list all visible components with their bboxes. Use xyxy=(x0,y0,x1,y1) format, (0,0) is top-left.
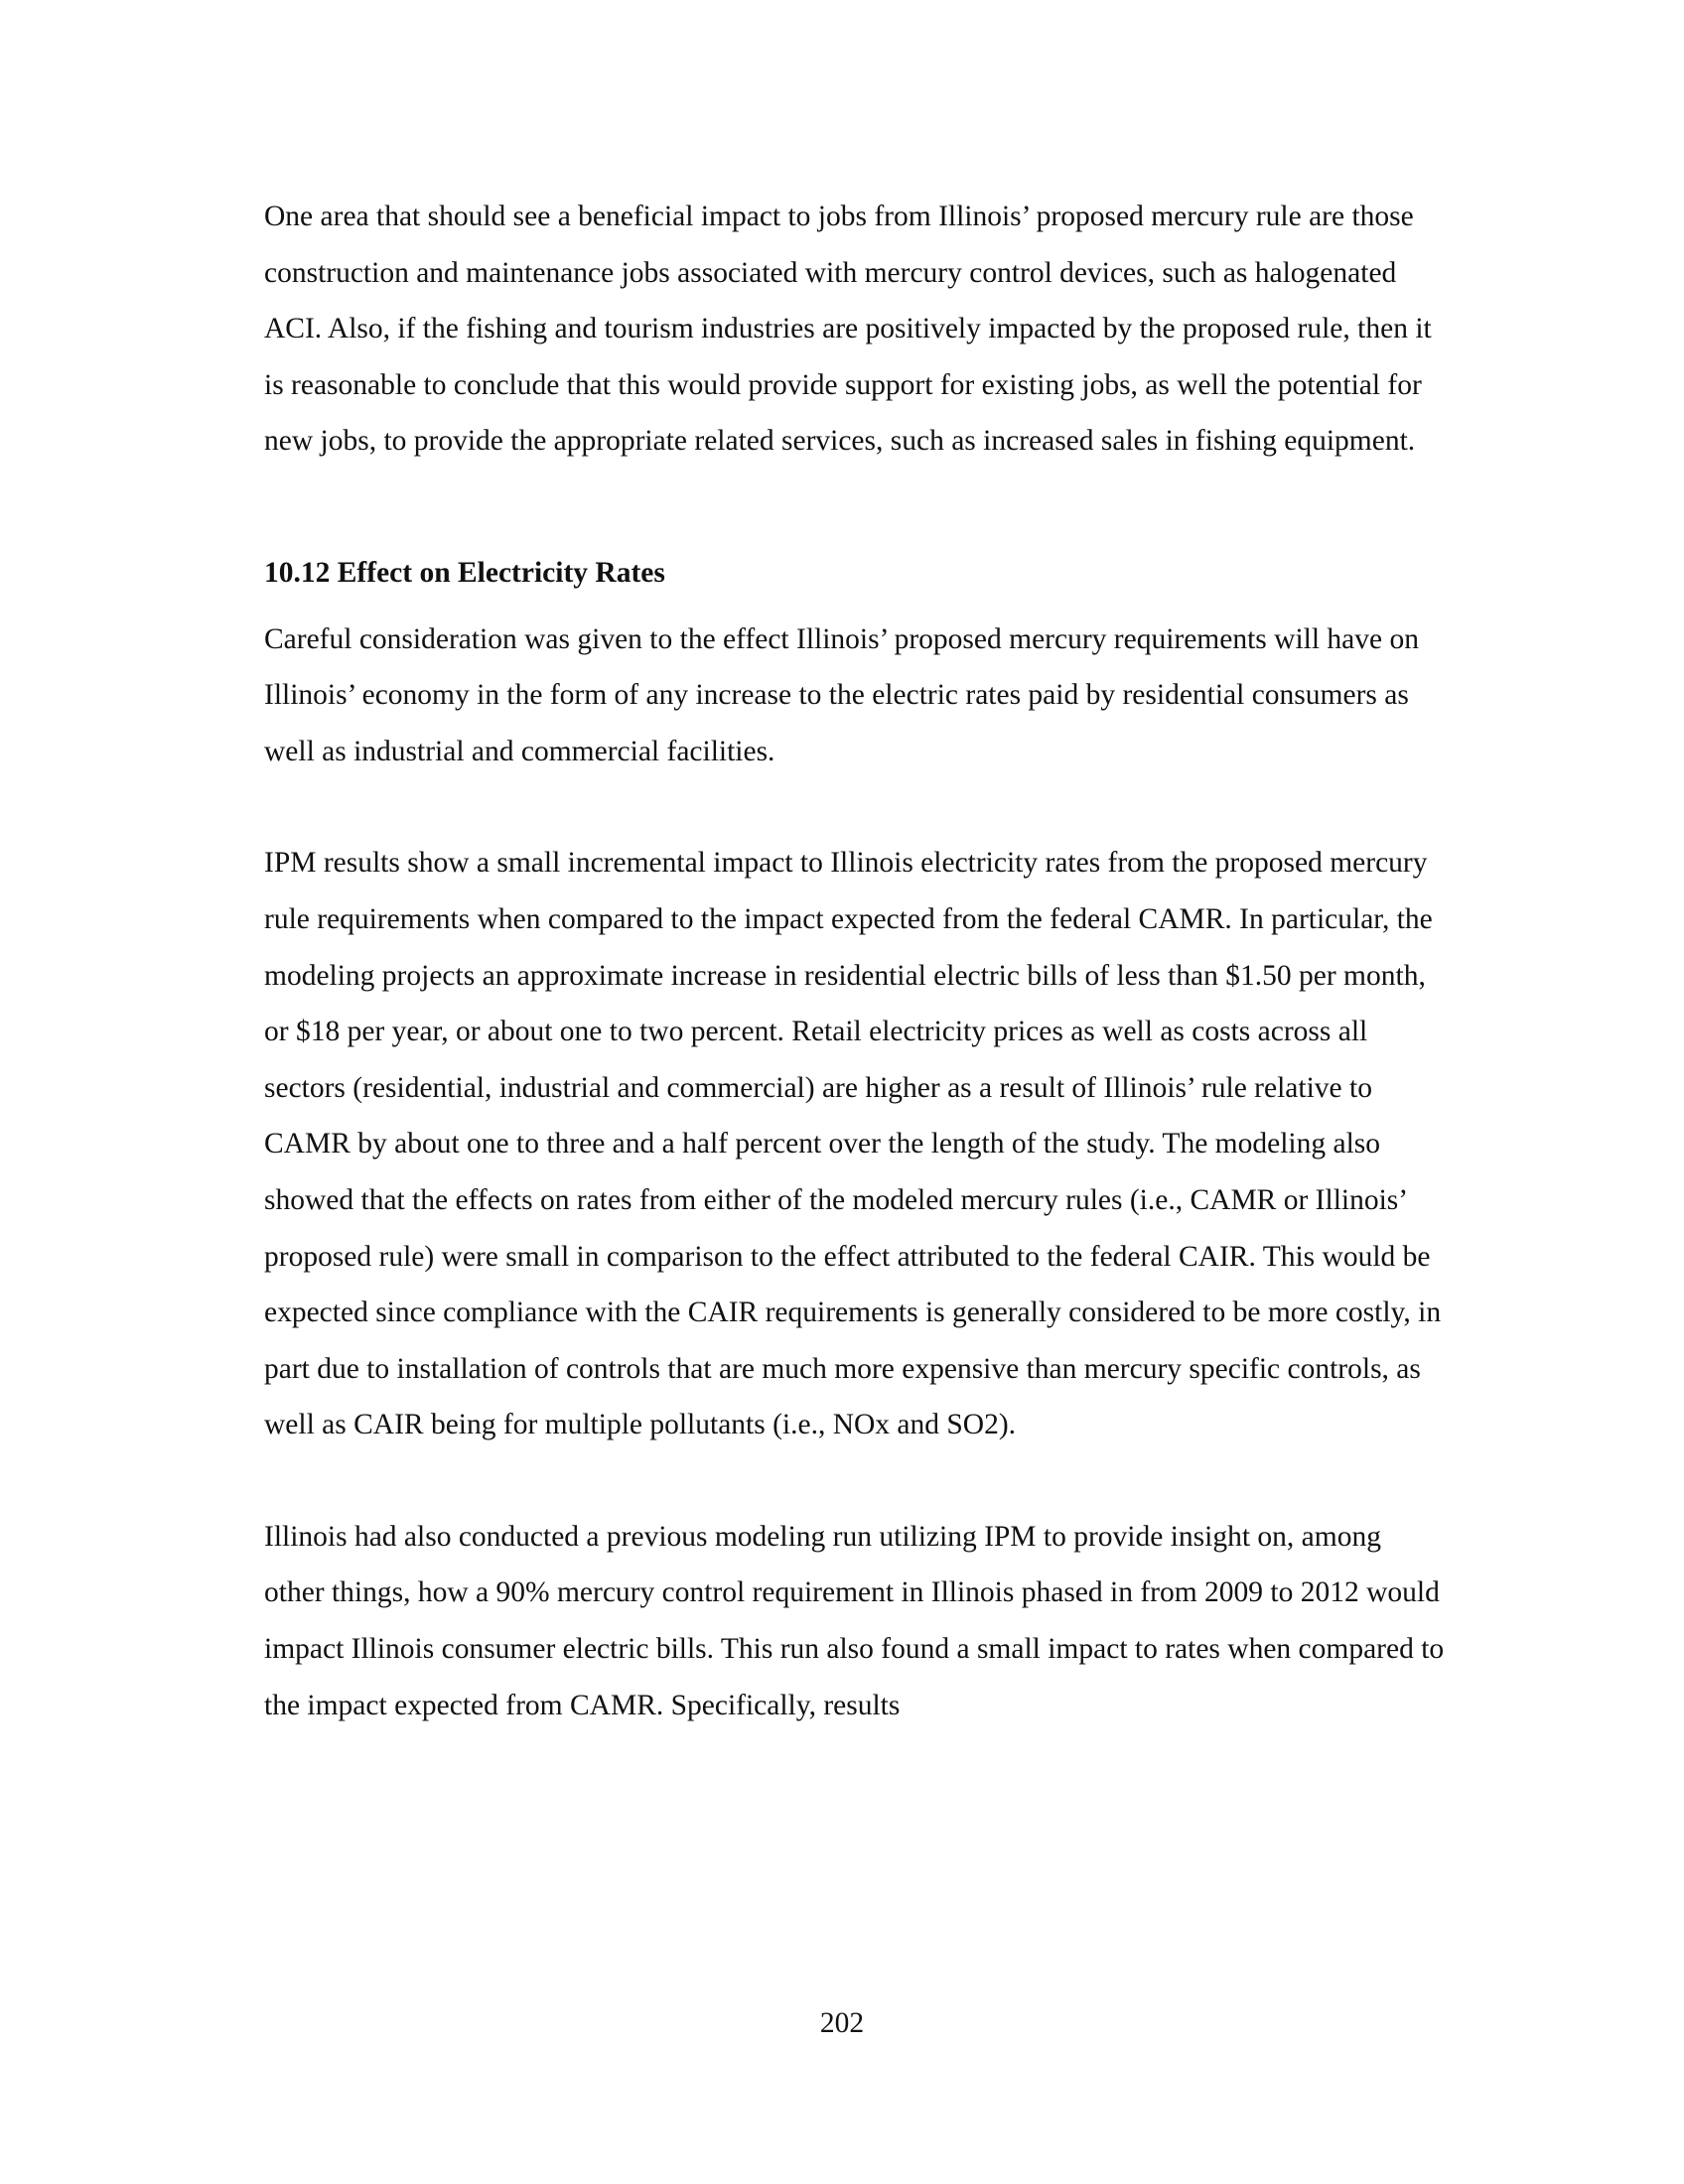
page-body xyxy=(264,189,1446,1733)
paragraph-previous-modeling-run: Illinois had also conducted a previous modeling run utilizing IPM to provide insight on, among other things, how a 90% mercury control requirement in Illinois phased in from 2009 to 2012 would impact Illinois consumer electric bills. This run also found a small impact to rates when compared to the impact expected from CAMR. Specifically, results xyxy=(264,1520,1445,1721)
paragraph-consideration: Careful consideration was given to the effect Illinois’ proposed mercury requirements will have on Illinois’ economy in the form of any increase to the electric rates paid by residential consumers as well as industrial and commercial facilities. xyxy=(264,622,1419,767)
paragraph-jobs-impact: One area that should see a beneficial impact to jobs from Illinois’ proposed mercury rule are those construction and maintenance jobs associated with mercury control devices, such as halogenated ACI. Also, if the fishing and tourism industries are positively impacted by the proposed rule, then it is reasonable to conclude that this would provide support for existing jobs, as well the potential for new jobs, to provide the appropriate related services, such as increased sales in fishing equipment. xyxy=(264,201,1432,458)
paragraph-ipm-results: IPM results show a small incremental impact to Illinois electricity rates from the proposed mercury rule requirements when compared to the impact expected from the federal CAMR. In particular, the modeling projects an approximate increase in residential electric bills of less than $1.50 per month, or $18 per year, or about one to two percent. Retail electricity prices as well as costs across all sectors (residential, industrial and commercial) are higher as a result of Illinois’ rule relative to CAMR by about one to three and a half percent over the length of the study. The modeling also showed that the effects on rates from either of the modeled mercury rules (i.e., CAMR or Illinois’ proposed rule) were small in comparison to the effect attributed to the federal CAIR. This would be expected since compliance with the CAIR requirements is generally considered to be more costly, in part due to installation of controls that are much more expensive than mercury specific controls, as well as CAIR being for multiple pollutants (i.e., NOx and SO2). xyxy=(264,847,1442,1441)
page-number: 202 xyxy=(819,2007,865,2039)
section-heading: 10.12 Effect on Electricity Rates xyxy=(264,556,665,589)
